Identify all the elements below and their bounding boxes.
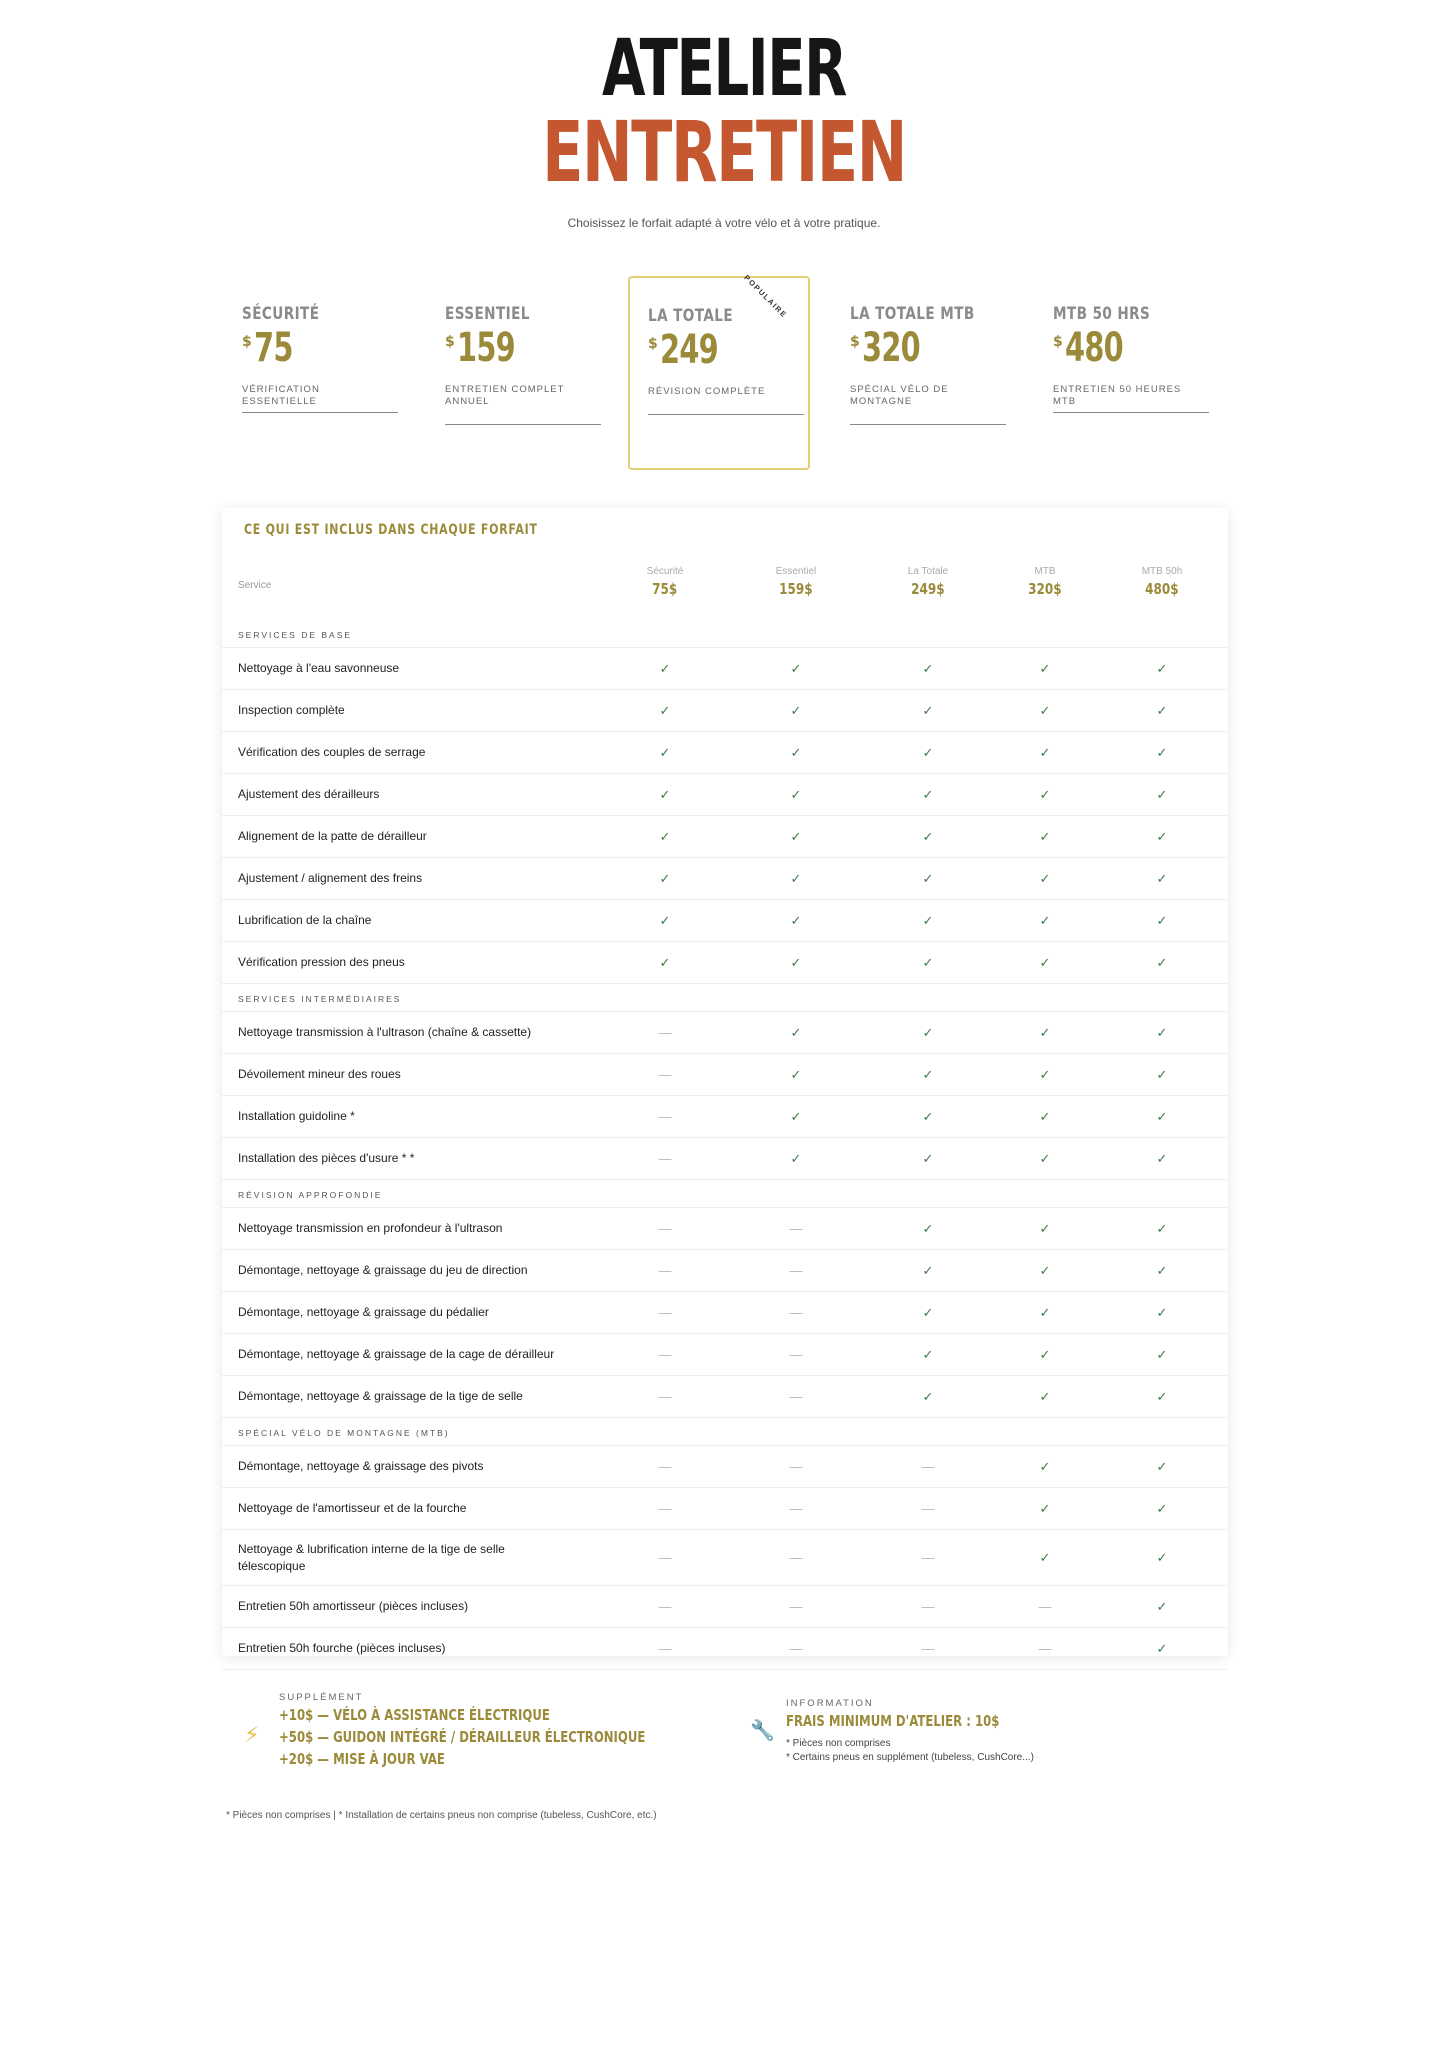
check-icon: ✓ [1156,828,1168,844]
table-row [222,1138,1228,1180]
comparison-table [222,508,1228,1656]
dash-icon: — [789,1220,803,1236]
check-icon: ✓ [1039,1066,1051,1082]
column-header [995,566,1095,599]
check-icon: ✓ [790,744,802,760]
check-icon: ✓ [922,1304,934,1320]
plan-divider [445,424,601,425]
service-label: Démontage, nettoyage & graissage de la tige de selle [238,1389,523,1403]
check-icon: ✓ [1039,1304,1051,1320]
section-title: SERVICES DE BASE [238,630,353,640]
dash-icon: — [1038,1640,1052,1656]
dash-icon: — [658,1458,672,1474]
price-value: 75 [253,325,293,371]
table-row [222,1054,1228,1096]
check-icon: ✓ [1039,786,1051,802]
section-title: SERVICES INTERMÉDIAIRES [238,994,402,1004]
check-icon: ✓ [790,912,802,928]
check-icon: ✓ [1039,870,1051,886]
table-row [222,942,1228,984]
table-row [222,1250,1228,1292]
dash-icon: — [921,1640,935,1656]
service-label: Démontage, nettoyage & graissage de la cage de dérailleur [238,1347,555,1361]
check-icon: ✓ [1156,1458,1168,1474]
dash-icon: — [658,1598,672,1614]
check-icon: ✓ [1039,744,1051,760]
check-icon: ✓ [790,702,802,718]
dash-icon: — [658,1262,672,1278]
dash-icon: — [658,1108,672,1124]
dash-icon: — [789,1346,803,1362]
price-value: 249 [659,327,718,373]
service-label: Nettoyage à l'eau savonneuse [238,661,400,675]
plan-description: SPÉCIAL VÉLO DE MONTAGNE [850,384,949,408]
check-icon: ✓ [922,1220,934,1236]
currency-symbol: $ [242,334,252,350]
check-icon: ✓ [1156,912,1168,928]
page-subtitle: Choisissez le forfait adapté à votre vélo et à votre pratique. [567,216,881,230]
dash-icon: — [658,1346,672,1362]
column-price: 159$ [779,580,813,598]
popular-badge: POPULAIRE [741,273,789,320]
service-label: Nettoyage transmission en profondeur à l'ultrason [238,1221,503,1235]
information-tag: INFORMATION [786,1698,874,1709]
information-title: FRAIS MINIMUM D'ATELIER : 10$ [786,1712,1000,1730]
dash-icon: — [921,1549,935,1565]
dash-icon: — [789,1458,803,1474]
dash-icon: — [658,1066,672,1082]
check-icon: ✓ [1156,1598,1168,1614]
column-name: Essentiel [775,566,817,577]
check-icon: ✓ [1156,1304,1168,1320]
footer-info [222,1690,1228,1790]
supplement-tag: SUPPLÉMENT [279,1692,364,1703]
dash-icon: — [1038,1598,1052,1614]
table-row [222,1292,1228,1334]
table-row [222,732,1228,774]
check-icon: ✓ [1156,660,1168,676]
price-value: 320 [861,325,920,371]
check-icon: ✓ [1039,1150,1051,1166]
check-icon: ✓ [790,1024,802,1040]
price-value: 480 [1064,325,1123,371]
section-header [222,984,1228,1012]
check-icon: ✓ [659,702,671,718]
plan-description: VÉRIFICATION ESSENTIELLE [242,384,320,408]
plan-divider [850,424,1006,425]
table-title: CE QUI EST INCLUS DANS CHAQUE FORFAIT [244,522,538,538]
table-row [222,1012,1228,1054]
check-icon: ✓ [659,828,671,844]
check-icon: ✓ [1156,702,1168,718]
check-icon: ✓ [659,660,671,676]
service-label: Nettoyage de l'amortisseur et de la fourche [238,1501,467,1515]
check-icon: ✓ [1039,1458,1051,1474]
check-icon: ✓ [1156,1024,1168,1040]
check-icon: ✓ [1156,1388,1168,1404]
plan-name: ESSENTIEL [445,304,530,324]
check-icon: ✓ [1156,1108,1168,1124]
table-row [222,900,1228,942]
dash-icon: — [921,1500,935,1516]
information-note: * Certains pneus en supplément (tubeless, CushCore...) [786,1752,1034,1763]
table-row [222,1096,1228,1138]
check-icon: ✓ [922,786,934,802]
check-icon: ✓ [922,828,934,844]
check-icon: ✓ [922,1150,934,1166]
service-label: Entretien 50h fourche (pièces incluses) [238,1641,446,1655]
dash-icon: — [658,1150,672,1166]
check-icon: ✓ [1156,1262,1168,1278]
check-icon: ✓ [922,912,934,928]
service-label: Vérification des couples de serrage [238,745,426,759]
column-header [615,566,715,599]
check-icon: ✓ [790,828,802,844]
plan-name: LA TOTALE MTB [850,304,975,324]
service-label: Nettoyage & lubrification interne de la tige de selle télescopique [238,1542,505,1573]
column-name: MTB [1034,566,1056,577]
table-body [222,620,1228,1670]
column-name: MTB 50h [1141,566,1183,577]
dash-icon: — [921,1458,935,1474]
plan-card-la-totale-mtb[interactable] [830,276,1012,470]
plan-name: SÉCURITÉ [242,304,320,324]
column-header [1112,566,1212,599]
column-price: 480$ [1145,580,1179,598]
check-icon: ✓ [1039,1549,1051,1565]
hero-line-atelier: ATELIER [602,24,846,114]
table-row [222,648,1228,690]
check-icon: ✓ [1039,1500,1051,1516]
plan-price [648,327,740,373]
plan-description: RÉVISION COMPLÈTE [648,386,766,397]
service-label: Nettoyage transmission à l'ultrason (chaîne & cassette) [238,1025,532,1039]
footnote: * Pièces non comprises | * Installation de certains pneus non comprise (tubeless, CushCore, etc.) [226,1810,657,1821]
check-icon: ✓ [1039,912,1051,928]
check-icon: ✓ [1039,1024,1051,1040]
table-row [222,1376,1228,1418]
supplement-line: +10$ — VÉLO À ASSISTANCE ÉLECTRIQUE [279,1706,550,1724]
plan-card-securite[interactable] [222,276,404,470]
dash-icon: — [789,1549,803,1565]
check-icon: ✓ [922,1388,934,1404]
column-header [878,566,978,599]
plan-card-mtb-50-hrs[interactable] [1033,276,1215,470]
currency-symbol: $ [445,334,455,350]
service-label: Installation des pièces d'usure * * [238,1151,415,1165]
check-icon: ✓ [1039,702,1051,718]
price-value: 159 [456,325,515,371]
dash-icon: — [789,1598,803,1614]
table-row [222,858,1228,900]
check-icon: ✓ [659,786,671,802]
table-row [222,816,1228,858]
column-name: Sécurité [646,566,684,577]
check-icon: ✓ [1156,786,1168,802]
plan-price [242,325,307,371]
check-icon: ✓ [790,1108,802,1124]
service-label: Ajustement / alignement des freins [238,871,423,885]
check-icon: ✓ [1156,954,1168,970]
dash-icon: — [789,1304,803,1320]
column-header [746,566,846,599]
check-icon: ✓ [790,786,802,802]
service-label: Entretien 50h amortisseur (pièces incluses) [238,1599,469,1613]
table-row [222,1334,1228,1376]
section-header [222,620,1228,648]
column-name: La Totale [907,566,949,577]
plan-price [445,325,537,371]
service-label: Lubrification de la chaîne [238,913,372,927]
dash-icon: — [789,1262,803,1278]
service-label: Démontage, nettoyage & graissage des pivots [238,1459,484,1473]
check-icon: ✓ [922,660,934,676]
supplement-line: +50$ — GUIDON INTÉGRÉ / DÉRAILLEUR ÉLECTRONIQUE [279,1728,646,1746]
check-icon: ✓ [659,954,671,970]
check-icon: ✓ [922,1346,934,1362]
check-icon: ✓ [922,702,934,718]
plan-divider [1053,412,1209,413]
plan-name: LA TOTALE [648,306,734,326]
check-icon: ✓ [922,870,934,886]
dash-icon: — [658,1220,672,1236]
dash-icon: — [658,1500,672,1516]
check-icon: ✓ [790,954,802,970]
table-row [222,1488,1228,1530]
check-icon: ✓ [659,744,671,760]
plan-card-essentiel[interactable] [425,276,607,470]
check-icon: ✓ [1039,1262,1051,1278]
table-row [222,1530,1228,1586]
table-row [222,1208,1228,1250]
plan-divider [648,414,804,415]
service-column-header: Service [238,580,272,591]
check-icon: ✓ [1039,1388,1051,1404]
check-icon: ✓ [1156,1346,1168,1362]
dash-icon: — [789,1500,803,1516]
plan-name: MTB 50 HRS [1053,304,1151,324]
service-label: Dévoilement mineur des roues [238,1067,401,1081]
service-label: Démontage, nettoyage & graissage du pédalier [238,1305,489,1319]
check-icon: ✓ [1156,870,1168,886]
table-row [222,774,1228,816]
plan-divider [242,412,398,413]
service-label: Ajustement des dérailleurs [238,787,380,801]
dash-icon: — [658,1388,672,1404]
plan-price [850,325,942,371]
dash-icon: — [921,1598,935,1614]
section-title: RÉVISION APPROFONDIE [238,1190,383,1200]
service-label: Alignement de la patte de dérailleur [238,829,427,843]
section-title: SPÉCIAL VÉLO DE MONTAGNE (MTB) [238,1428,450,1438]
plan-description: ENTRETIEN COMPLET ANNUEL [445,384,565,408]
check-icon: ✓ [922,954,934,970]
currency-symbol: $ [850,334,860,350]
check-icon: ✓ [790,870,802,886]
lightning-icon: ⚡ [244,1722,260,1747]
check-icon: ✓ [659,870,671,886]
check-icon: ✓ [790,1150,802,1166]
service-label: Installation guidoline * [238,1109,355,1123]
wrench-icon: 🔧 [750,1720,775,1742]
plan-cards [222,273,1224,470]
check-icon: ✓ [1156,1500,1168,1516]
check-icon: ✓ [922,1024,934,1040]
plan-description: ENTRETIEN 50 HEURES MTB [1053,384,1182,408]
check-icon: ✓ [790,660,802,676]
information-note: * Pièces non comprises [786,1738,891,1749]
section-header [222,1180,1228,1208]
check-icon: ✓ [1039,660,1051,676]
check-icon: ✓ [1156,1549,1168,1565]
dash-icon: — [658,1640,672,1656]
dash-icon: — [658,1304,672,1320]
check-icon: ✓ [659,912,671,928]
check-icon: ✓ [922,1066,934,1082]
service-label: Démontage, nettoyage & graissage du jeu de direction [238,1263,528,1277]
table-row [222,1628,1228,1670]
check-icon: ✓ [922,1108,934,1124]
table-row [222,1586,1228,1628]
check-icon: ✓ [922,1262,934,1278]
plan-card-la-totale[interactable] [628,273,810,470]
dash-icon: — [658,1549,672,1565]
supplement-line: +20$ — MISE À JOUR VAE [279,1750,445,1768]
check-icon: ✓ [1156,1220,1168,1236]
dash-icon: — [789,1388,803,1404]
dash-icon: — [658,1024,672,1040]
service-label: Vérification pression des pneus [238,955,405,969]
check-icon: ✓ [790,1066,802,1082]
section-header [222,1418,1228,1446]
column-price: 320$ [1028,580,1062,598]
table-row [222,1446,1228,1488]
check-icon: ✓ [1039,1108,1051,1124]
check-icon: ✓ [1156,1640,1168,1656]
column-price: 249$ [911,580,945,598]
check-icon: ✓ [1156,1066,1168,1082]
currency-symbol: $ [648,336,658,352]
check-icon: ✓ [1039,954,1051,970]
check-icon: ✓ [1039,1220,1051,1236]
column-price: 75$ [652,580,678,598]
check-icon: ✓ [1039,1346,1051,1362]
plan-price [1053,325,1145,371]
check-icon: ✓ [1156,1150,1168,1166]
table-row [222,690,1228,732]
service-label: Inspection complète [238,703,345,717]
hero-line-entretien: ENTRETIEN [542,103,906,201]
check-icon: ✓ [1156,744,1168,760]
dash-icon: — [789,1640,803,1656]
hero-title [0,24,1448,201]
currency-symbol: $ [1053,334,1063,350]
check-icon: ✓ [922,744,934,760]
check-icon: ✓ [1039,828,1051,844]
